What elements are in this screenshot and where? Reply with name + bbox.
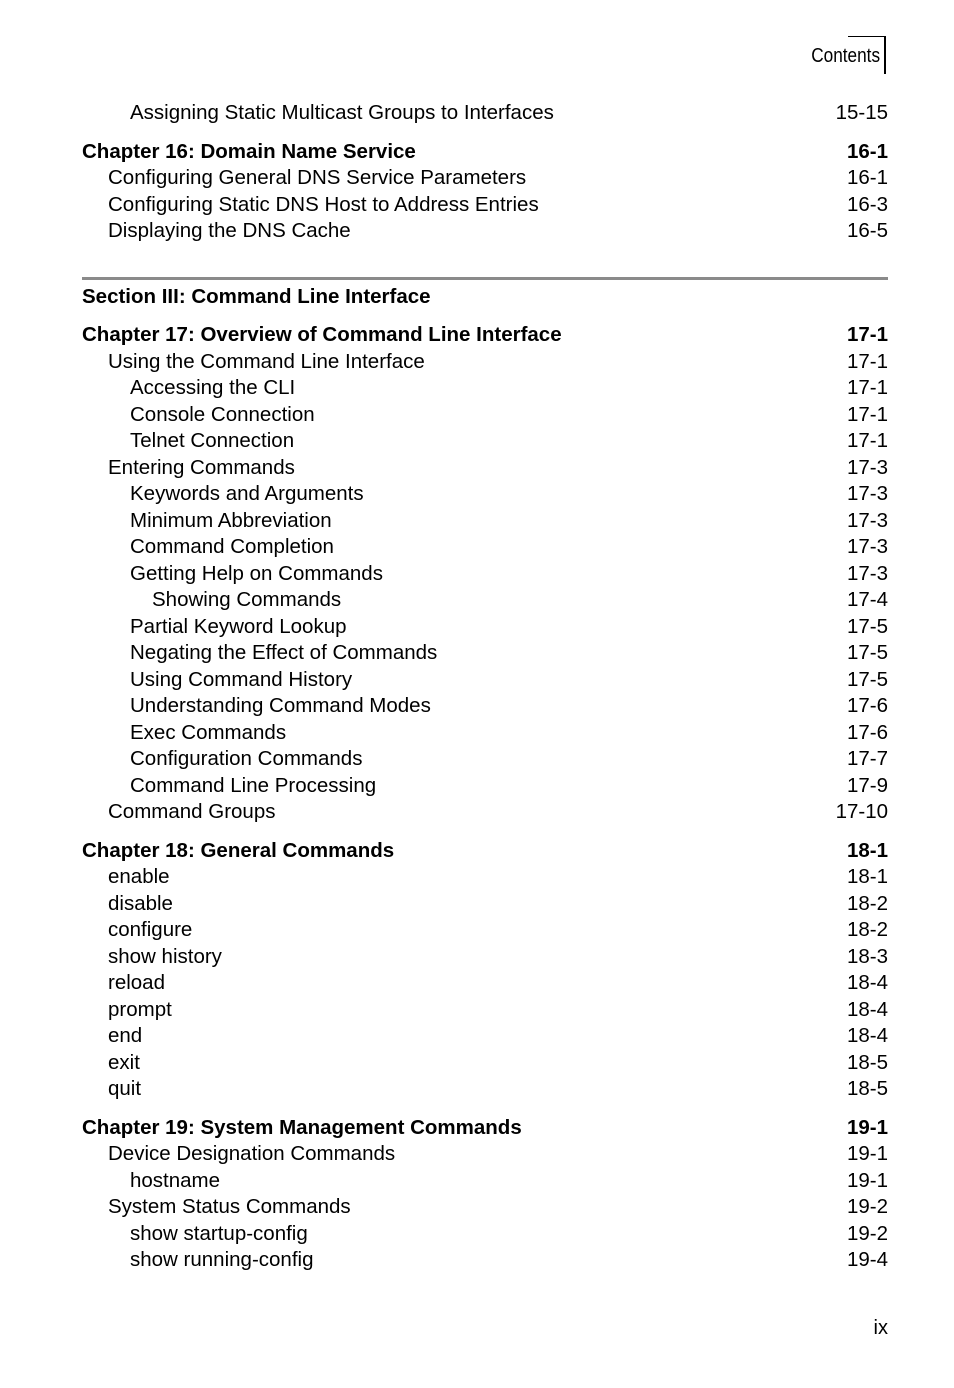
toc-entry-page: 17-3 [846, 561, 888, 585]
toc-entry-label: Command Groups [108, 800, 276, 823]
toc-entry-label: configure [108, 918, 193, 941]
toc-entry-page: 17-3 [846, 508, 888, 532]
toc-chapter-page: 19-1 [846, 1115, 888, 1139]
toc-entry[interactable] [82, 773, 888, 800]
toc-entry-label: disable [108, 891, 173, 915]
toc-chapter-label: Chapter 17: Overview of Command Line Interface [82, 323, 562, 346]
toc-entry-page: 17-1 [846, 429, 888, 452]
toc-entry-label: reload [108, 971, 165, 994]
toc-chapter-label: Chapter 19: System Management Commands [82, 1115, 522, 1139]
toc-entry-label: Displaying the DNS Cache [108, 219, 351, 242]
toc-entry-label: Command Completion [130, 535, 334, 558]
toc-entry-label: Getting Help on Commands [130, 561, 383, 585]
toc-entry-label: Entering Commands [108, 455, 295, 479]
table-of-contents [82, 100, 888, 1286]
toc-continuation-group [82, 100, 888, 127]
toc-entry-page: 18-2 [846, 918, 888, 941]
toc-entry[interactable] [82, 192, 888, 219]
header-tick-line [848, 36, 885, 37]
toc-entry[interactable] [82, 667, 888, 694]
toc-entry-label: hostname [130, 1168, 221, 1192]
toc-chapter-title[interactable] [82, 1115, 888, 1142]
toc-entry[interactable] [82, 917, 888, 944]
toc-entry-label: exit [108, 1050, 140, 1074]
toc-entry-label: show running-config [130, 1248, 314, 1271]
toc-entry-label: Configuring General DNS Service Parameters [108, 166, 527, 189]
toc-section-label: Section III: Command Line Interface [82, 284, 431, 308]
toc-entry[interactable] [82, 1247, 888, 1274]
toc-entry-page: 19-2 [846, 1195, 888, 1218]
toc-entry-page: 18-5 [846, 1050, 888, 1074]
toc-entry-label: show startup-config [130, 1221, 308, 1245]
toc-entry-page: 18-4 [846, 1024, 888, 1047]
toc-chapter-17 [82, 322, 888, 826]
toc-entry[interactable] [82, 1194, 888, 1221]
toc-entry-label: Configuration Commands [130, 747, 363, 770]
toc-entry[interactable] [82, 997, 888, 1024]
toc-entry-page: 17-6 [846, 720, 888, 744]
toc-entry-label: Showing Commands [152, 588, 342, 611]
toc-entry-page: 19-1 [846, 1142, 888, 1165]
toc-entry-label: Using Command History [130, 667, 353, 691]
toc-entry-label: Assigning Static Multicast Groups to Interfaces [130, 101, 554, 124]
toc-entry[interactable] [82, 640, 888, 667]
toc-chapter-title[interactable] [82, 139, 888, 166]
toc-entry-label: prompt [108, 997, 172, 1021]
toc-entry-label: Exec Commands [130, 720, 287, 744]
toc-entry[interactable] [82, 614, 888, 641]
toc-entry[interactable] [82, 944, 888, 971]
header-rule [884, 36, 886, 74]
toc-entry-label: Accessing the CLI [130, 376, 296, 399]
toc-entry-page: 16-1 [846, 166, 888, 189]
toc-entry[interactable] [82, 1168, 888, 1195]
toc-entry-page: 16-3 [846, 192, 888, 216]
toc-entry-label: Command Line Processing [130, 773, 377, 797]
toc-entry-page: 17-1 [846, 349, 888, 373]
toc-entry[interactable] [82, 1221, 888, 1248]
toc-entry[interactable] [82, 455, 888, 482]
toc-entry[interactable] [82, 970, 888, 997]
toc-entry-page: 17-3 [846, 482, 888, 505]
toc-chapter-title[interactable] [82, 838, 888, 865]
toc-entry[interactable] [82, 402, 888, 429]
header-title: Contents [811, 45, 880, 67]
toc-entry-page: 19-4 [846, 1248, 888, 1271]
toc-entry[interactable] [82, 693, 888, 720]
toc-entry-label: quit [108, 1077, 142, 1100]
toc-entry[interactable] [82, 1076, 888, 1103]
toc-entry-label: System Status Commands [108, 1195, 351, 1218]
toc-entry[interactable] [82, 100, 888, 127]
toc-entry-page: 17-3 [846, 455, 888, 479]
toc-entry[interactable] [82, 218, 888, 245]
toc-entry-page: 17-1 [846, 376, 888, 399]
toc-entry-page: 17-5 [846, 614, 888, 638]
toc-entry-page: 17-7 [846, 747, 888, 770]
toc-entry-page: 17-5 [846, 667, 888, 691]
toc-chapter-page: 18-1 [846, 838, 888, 862]
toc-entry[interactable] [82, 587, 888, 614]
toc-chapter-16 [82, 139, 888, 245]
toc-entry[interactable] [82, 746, 888, 773]
toc-entry-page: 19-2 [846, 1221, 888, 1245]
toc-entry[interactable] [82, 1050, 888, 1077]
toc-entry[interactable] [82, 349, 888, 376]
toc-entry-label: Console Connection [130, 402, 315, 426]
toc-chapter-label: Chapter 18: General Commands [82, 838, 395, 862]
toc-section-title[interactable] [82, 284, 888, 311]
toc-chapter-title[interactable] [82, 322, 888, 349]
toc-entry[interactable] [82, 1023, 888, 1050]
toc-entry[interactable] [82, 481, 888, 508]
toc-entry-label: Partial Keyword Lookup [130, 614, 347, 638]
toc-entry-page: 18-2 [846, 891, 888, 915]
toc-entry-page: 17-5 [846, 641, 888, 664]
toc-entry-label: Understanding Command Modes [130, 694, 431, 717]
toc-chapter-page: 16-1 [846, 139, 888, 163]
toc-entry-label: Keywords and Arguments [130, 482, 364, 505]
toc-entry[interactable] [82, 891, 888, 918]
toc-entry[interactable] [82, 720, 888, 747]
toc-entry-page: 17-1 [846, 402, 888, 426]
toc-entry-label: Telnet Connection [130, 429, 295, 452]
toc-chapter-18 [82, 838, 888, 1103]
toc-entry-label: Device Designation Commands [108, 1142, 396, 1165]
toc-entry[interactable] [82, 864, 888, 891]
toc-entry-page: 15-15 [835, 101, 888, 124]
toc-entry-page: 18-4 [846, 997, 888, 1021]
toc-entry-label: Configuring Static DNS Host to Address Entries [108, 192, 539, 216]
toc-entry-page: 19-1 [846, 1168, 888, 1192]
toc-entry-label: Minimum Abbreviation [130, 508, 332, 532]
toc-entry-page: 17-9 [846, 773, 888, 797]
toc-entry-page: 18-5 [846, 1077, 888, 1100]
toc-entry-page: 18-3 [846, 944, 888, 968]
toc-entry-page: 17-3 [846, 535, 888, 558]
toc-entry-label: Negating the Effect of Commands [130, 641, 438, 664]
toc-entry-page: 17-6 [846, 694, 888, 717]
toc-entry-page: 17-4 [846, 588, 888, 611]
toc-entry-page: 16-5 [846, 219, 888, 242]
toc-entry[interactable] [82, 799, 888, 826]
toc-chapter-label: Chapter 16: Domain Name Service [82, 139, 416, 163]
toc-chapter-page: 17-1 [846, 323, 888, 346]
toc-entry-label: show history [108, 944, 222, 968]
toc-entry-page: 18-4 [846, 971, 888, 994]
toc-entry-label: Using the Command Line Interface [108, 349, 425, 373]
toc-entry-label: end [108, 1024, 143, 1047]
toc-entry[interactable] [82, 165, 888, 192]
toc-entry[interactable] [82, 561, 888, 588]
toc-entry[interactable] [82, 1141, 888, 1168]
toc-chapter-19 [82, 1115, 888, 1274]
toc-entry-page: 18-1 [846, 865, 888, 888]
toc-entry[interactable] [82, 375, 888, 402]
toc-entry-label: enable [108, 865, 170, 888]
toc-entry[interactable] [82, 508, 888, 535]
toc-entry-page: 17-10 [835, 800, 888, 823]
toc-entry[interactable] [82, 534, 888, 561]
toc-section-3 [82, 277, 888, 311]
toc-entry[interactable] [82, 428, 888, 455]
footer-page-number: ix [873, 1317, 888, 1339]
